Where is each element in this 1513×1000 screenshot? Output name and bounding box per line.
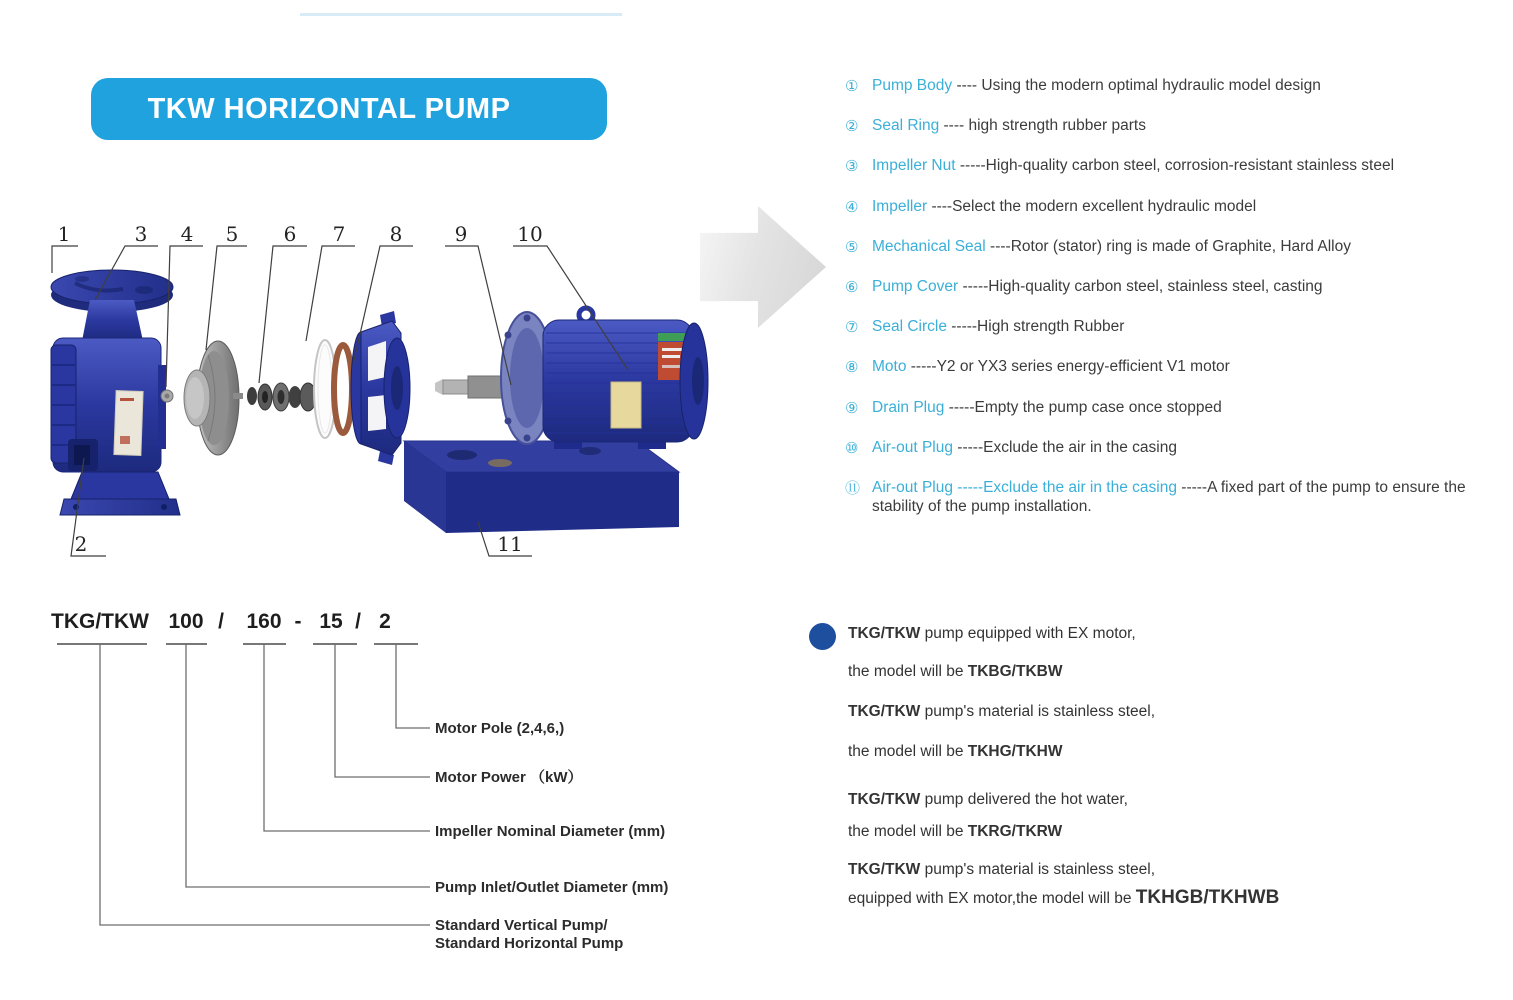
- part-name: Drain Plug: [872, 398, 949, 416]
- part-name: Moto: [872, 358, 911, 376]
- part-description: ---- high strength rubber parts: [943, 117, 1146, 135]
- model-code-segment: 100: [168, 610, 204, 633]
- note-model-code: TKG/TKW: [848, 625, 921, 642]
- part-number-badge: ⑧: [845, 359, 859, 377]
- parts-legend-item: [845, 156, 1487, 196]
- parts-legend-item: [845, 478, 1487, 516]
- callout-leader-line: [166, 246, 203, 387]
- model-branch-line: [396, 644, 430, 728]
- part-name: Pump Cover: [872, 277, 963, 295]
- part-text: [872, 156, 1487, 175]
- note-model-code: TKG/TKW: [848, 703, 921, 720]
- model-code-segment: 15: [319, 610, 343, 633]
- part-number-badge: ①: [845, 78, 859, 95]
- part-name: Impeller: [872, 197, 932, 215]
- part-description: ---- Using the modern optimal hydraulic model design: [956, 77, 1321, 94]
- part-name: Pump Body: [872, 77, 957, 94]
- callout-leader-line: [259, 246, 307, 383]
- note-text: equipped with EX motor,the model will be: [848, 890, 1136, 907]
- part-description: ----Rotor (stator) ring is made of Graphite, Hard Alloy: [990, 237, 1351, 255]
- part-text: [872, 398, 1487, 417]
- part-text: [872, 478, 1487, 516]
- model-branch-label: Pump Inlet/Outlet Diameter (mm): [435, 879, 669, 896]
- parts-legend-item: [845, 357, 1487, 397]
- note-line: [848, 702, 1428, 722]
- part-number-badge: ⑨: [845, 399, 859, 417]
- model-branch-line: [100, 644, 430, 925]
- parts-legend-item: [845, 76, 1487, 116]
- page-title: TKW HORIZONTAL PUMP: [147, 92, 511, 125]
- part-text: [872, 116, 1487, 135]
- parts-legend-item: [845, 398, 1487, 438]
- callout-number: 4: [180, 222, 194, 246]
- model-code-breakdown: [40, 595, 720, 985]
- mechanical-seal-illustration: [233, 383, 324, 411]
- callout-number: 10: [517, 222, 543, 246]
- model-branch-line: [186, 644, 430, 887]
- note-text: pump equipped with EX motor,: [920, 625, 1136, 642]
- parts-legend-item: [845, 277, 1487, 317]
- part-number-badge: ③: [845, 158, 859, 176]
- callout-number: 11: [497, 532, 523, 556]
- motor-illustration: [435, 308, 708, 449]
- part-description: ----Select the modern excellent hydraulic model: [931, 197, 1257, 215]
- note-model-code: TKBG/TKBW: [967, 663, 1063, 680]
- note-model-code: TKHGB/TKHWB: [1135, 887, 1280, 908]
- parts-legend-item: [845, 197, 1487, 237]
- model-branch-label: Motor Pole (2,4,6,): [435, 720, 565, 737]
- part-name: Mechanical Seal: [872, 237, 991, 255]
- model-code-segment: /: [355, 610, 361, 633]
- note-text: the model will be: [848, 743, 968, 760]
- note-text: pump delivered the hot water,: [920, 791, 1128, 808]
- part-text: [872, 237, 1487, 256]
- note-line: [848, 888, 1428, 909]
- parts-legend-item: [845, 116, 1487, 156]
- part-number-badge: ④: [845, 198, 859, 216]
- callout-number: 6: [283, 222, 297, 246]
- note-line: [848, 822, 1428, 842]
- note-model-code: TKG/TKW: [848, 861, 921, 878]
- part-description: -----A fixed part of the pump to ensure the stability of the pump installation.: [872, 478, 1466, 515]
- part-text: [872, 438, 1487, 457]
- callout-number: 2: [74, 532, 88, 556]
- callout-leader-line: [306, 246, 355, 341]
- part-name: Air-out Plug -----Exclude the air in the casing: [872, 478, 1182, 496]
- callout-number: 7: [332, 222, 346, 246]
- parts-legend-item: [845, 317, 1487, 357]
- parts-legend-item: [845, 237, 1487, 277]
- model-code-segment: 2: [379, 610, 391, 633]
- note-line: [848, 624, 1428, 644]
- note-line: [848, 662, 1428, 682]
- note-line: [848, 742, 1428, 762]
- part-text: [872, 197, 1487, 216]
- title-banner: [91, 78, 607, 140]
- callout-number: 1: [57, 222, 71, 246]
- gasket-ring-illustration: [334, 345, 352, 433]
- part-name: Impeller Nut: [872, 157, 960, 175]
- model-branch-label: Motor Power （kW）: [435, 769, 583, 786]
- model-branch-label: Standard Horizontal Pump: [435, 935, 624, 952]
- part-number-badge: ②: [845, 118, 859, 136]
- part-description: -----Y2 or YX3 series energy-efficient V1 motor: [910, 358, 1230, 376]
- note-text: the model will be: [848, 663, 968, 680]
- callout-leader-line: [52, 246, 78, 273]
- impeller-nut-illustration: [161, 390, 173, 402]
- note-model-code: TKHG/TKHW: [967, 743, 1063, 760]
- note-line: [848, 860, 1428, 880]
- note-line: [848, 790, 1428, 810]
- callout-number: 5: [225, 222, 239, 246]
- callout-number: 3: [134, 222, 148, 246]
- part-text: [872, 277, 1487, 296]
- notes-bullet-icon: [809, 623, 836, 650]
- pump-body-illustration: [51, 270, 180, 515]
- callout-leader-line: [206, 246, 247, 350]
- parts-legend: [845, 66, 1487, 516]
- model-code-segment: /: [218, 610, 224, 633]
- model-branch-label: Impeller Nominal Diameter (mm): [435, 823, 666, 840]
- parts-legend-item: [845, 438, 1487, 478]
- part-number-badge: ⑥: [845, 278, 859, 296]
- part-name: Air-out Plug: [872, 438, 958, 456]
- part-description: -----High-quality carbon steel, corrosion-resistant stainless steel: [959, 157, 1395, 175]
- model-code-segment: 160: [246, 610, 282, 633]
- note-model-code: TKRG/TKRW: [967, 823, 1063, 840]
- part-description: -----High strength Rubber: [951, 318, 1125, 336]
- model-code-segment: -: [294, 610, 302, 633]
- part-text: [872, 357, 1487, 376]
- impeller-illustration: [184, 341, 239, 455]
- note-text: pump's material is stainless steel,: [920, 703, 1156, 720]
- model-variant-notes: [848, 624, 1428, 909]
- note-text: pump's material is stainless steel,: [920, 861, 1156, 878]
- model-branch-label: Standard Vertical Pump/: [435, 917, 608, 934]
- model-branch-line: [335, 644, 430, 777]
- note-text: the model will be: [848, 823, 968, 840]
- part-number-badge: ⑤: [845, 238, 859, 256]
- callout-number: 9: [454, 222, 468, 246]
- part-text: [872, 76, 1487, 95]
- motor-nameplate: [611, 382, 641, 428]
- part-number-badge: ⑦: [845, 319, 859, 337]
- part-text: [872, 317, 1487, 336]
- part-number-badge: ⑪: [845, 479, 861, 497]
- part-description: -----High-quality carbon steel, stainless steel, casting: [962, 277, 1323, 295]
- top-accent-line: [300, 13, 622, 16]
- note-model-code: TKG/TKW: [848, 791, 921, 808]
- model-branch-line: [264, 644, 430, 831]
- part-name: Seal Ring: [872, 117, 944, 135]
- part-name: Seal Circle: [872, 318, 952, 336]
- pump-base-illustration: [404, 441, 679, 533]
- part-number-badge: ⑩: [845, 439, 859, 457]
- model-code-segment: TKG/TKW: [51, 610, 149, 633]
- callout-number: 8: [389, 222, 403, 246]
- part-description: -----Empty the pump case once stopped: [948, 398, 1222, 416]
- exploded-pump-diagram: [30, 215, 720, 565]
- part-description: -----Exclude the air in the casing: [957, 438, 1177, 456]
